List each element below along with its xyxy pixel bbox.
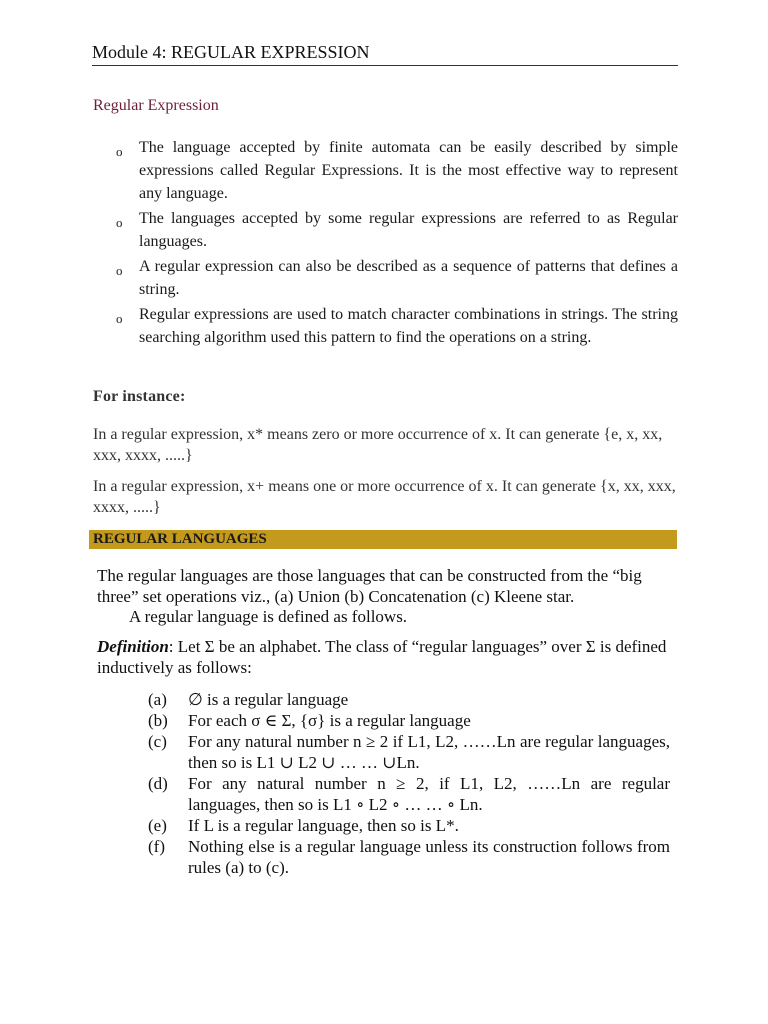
section-title: Regular Expression — [93, 97, 219, 114]
bullet-item — [116, 303, 678, 349]
rule-text: For any natural number n ≥ 2 if L1, L2, ……Ln are regular languages, then so is L1 ∪ L2 ∪ … … ∪Ln. — [188, 732, 670, 772]
rule-item — [148, 815, 670, 836]
rule-letter: (d) — [148, 774, 168, 793]
rule-item — [148, 689, 670, 710]
rule-item — [148, 836, 670, 878]
section-band — [89, 530, 677, 549]
rule-item — [148, 731, 670, 773]
rule-letter: (c) — [148, 732, 167, 751]
bullet-item — [116, 207, 678, 253]
languages-paragraph: The regular languages are those languages that can be constructed from the “big three” set operations viz., (a) Union (b) Concatenation (c) Kleene star. — [97, 566, 642, 606]
bullet-text: A regular expression can also be described as a sequence of patterns that defines a string. — [139, 258, 678, 298]
bullet-item — [116, 136, 678, 205]
rules-list — [148, 689, 670, 878]
page-header-title: Module 4: REGULAR EXPRESSION — [92, 42, 370, 62]
definition-label: Definition — [97, 637, 169, 656]
definition-text: : Let Σ be an alphabet. The class of “regular languages” over Σ is defined inductively as follows: — [97, 637, 667, 677]
bullet-text: The language accepted by finite automata can be easily described by simple expressions called Regular Expressions. It is the most effective way to represent any language. — [139, 139, 678, 202]
bullet-circle-icon: o — [116, 144, 123, 159]
for-instance-heading: For instance: — [93, 388, 186, 405]
example-paragraph: In a regular expression, x* means zero or more occurrence of x. It can generate {e, x, xx, xxx, xxxx, .....} — [93, 426, 663, 464]
bullet-text: The languages accepted by some regular expressions are referred to as Regular languages. — [139, 210, 678, 250]
rule-text: For any natural number n ≥ 2, if L1, L2, ……Ln are regular languages, then so is L1 ∘ L2 ∘ … … ∘ Ln. — [188, 774, 670, 814]
rule-letter: (a) — [148, 690, 167, 709]
bullet-circle-icon: o — [116, 311, 123, 326]
definition-paragraph — [97, 636, 672, 678]
rule-letter: (f) — [148, 837, 165, 856]
rule-text: Nothing else is a regular language unless its construction follows from rules (a) to (c). — [188, 837, 670, 877]
rule-text: If L is a regular language, then so is L*. — [188, 816, 459, 835]
band-title: REGULAR LANGUAGES — [93, 531, 267, 547]
bullet-list — [116, 136, 678, 351]
rule-item — [148, 773, 670, 815]
rule-text: For each σ ∈ Σ, {σ} is a regular language — [188, 711, 471, 730]
rule-letter: (e) — [148, 816, 167, 835]
languages-intro-line: A regular language is defined as follows. — [129, 607, 408, 626]
rule-letter: (b) — [148, 711, 168, 730]
example-paragraph: In a regular expression, x+ means one or more occurrence of x. It can generate {x, xx, xxx, xxxx, .....} — [93, 478, 676, 516]
rule-item — [148, 710, 670, 731]
bullet-circle-icon: o — [116, 263, 123, 278]
rule-text: ∅ is a regular language — [188, 690, 349, 709]
header-divider — [92, 65, 678, 66]
bullet-circle-icon: o — [116, 215, 123, 230]
bullet-item — [116, 255, 678, 301]
bullet-text: Regular expressions are used to match character combinations in strings. The string searching algorithm used this pattern to find the operations on a string. — [139, 306, 678, 346]
